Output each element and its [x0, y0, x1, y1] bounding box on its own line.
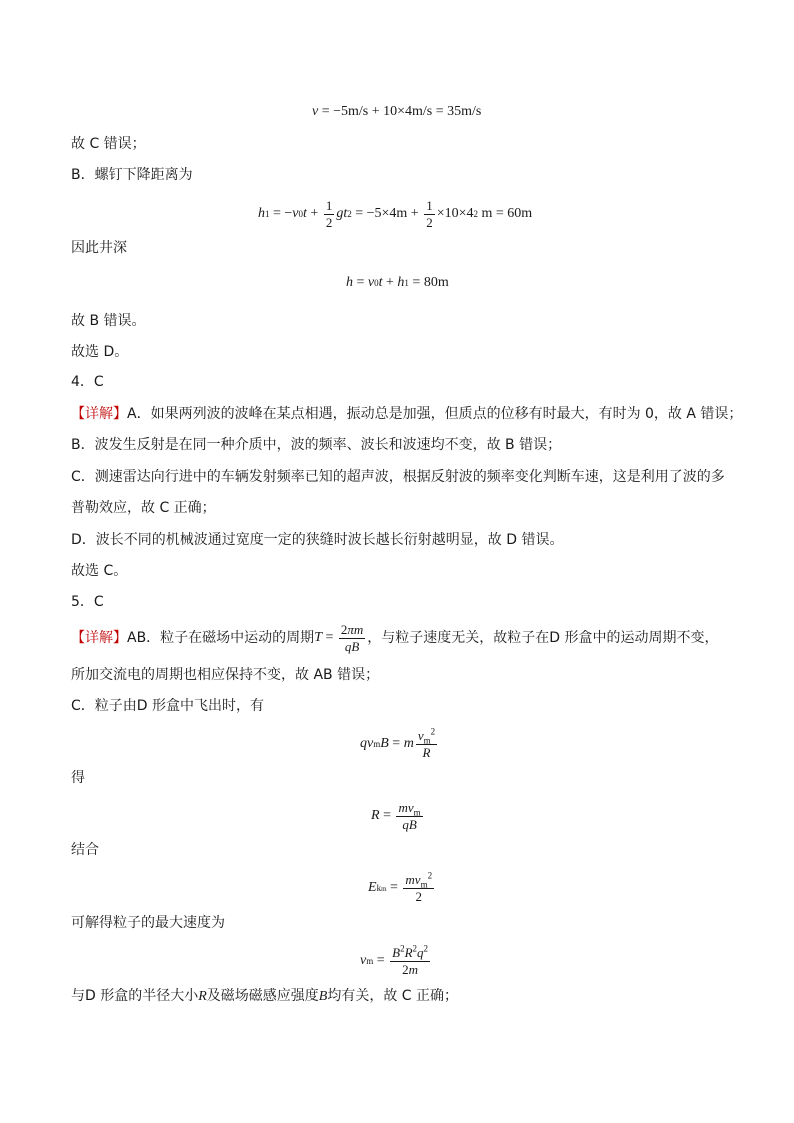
text-line: B．螺钉下降距离为 — [71, 167, 193, 183]
text-line: 故选 D。 — [71, 344, 129, 360]
text-line: D．波长不同的机械波通过宽度一定的狭缝时波长越长衍射越明显，故 D 错误。 — [71, 532, 564, 548]
equation-radius: R = $\frac{mv_m}{qB}$ — [371, 799, 421, 832]
symbol-b: B — [318, 989, 328, 1004]
text-line: 普勒效应，故 C 正确； — [71, 500, 216, 516]
text-line — [71, 620, 719, 656]
text-line: 故 B 错误。 — [71, 313, 146, 329]
question-answer: 4．C — [71, 374, 104, 390]
text-line: 所加交流电的周期也相应保持不变，故 AB 错误； — [71, 667, 380, 683]
text-line: B．波发生反射是在同一种介质中，波的频率、波长和波速均不变，故 B 错误； — [71, 437, 562, 453]
equation-kinetic-energy: E km = $\frac{mv_m^2}{2}$ — [368, 870, 433, 904]
equation-fall-distance: h 1 = − v 0 t + $\frac{1}{2}$ gt 2 = −5×4m + $\frac{1}{2}$ ×10×4 2 m = 60m — [258, 197, 533, 230]
text-segment: 均有关，故 C 正确； — [327, 988, 459, 1004]
text-line: 得 — [71, 770, 85, 786]
equation-period: T = $\frac{2\pi m}{qB}$ — [314, 621, 364, 654]
equation-well-depth: h = v 0 t + h 1 = 80m — [346, 275, 449, 290]
text-line — [71, 986, 458, 1007]
text-line: C．粒子由D 形盒中飞出时，有 — [71, 698, 265, 714]
detail-tag: 【详解】 — [71, 406, 127, 422]
equation-velocity: v = −5m/s + 10×4m/s = 35m/s — [312, 104, 482, 119]
symbol-r: R — [198, 989, 207, 1004]
equation-max-speed: v m = $\frac{B^2R^2q^2}{2m}$ — [360, 943, 429, 977]
text-line: C．测速雷达向行进中的车辆发射频率已知的超声波，根据反射波的频率变化判断车速，这是利用了波的多 — [71, 469, 725, 485]
text-line: 故 C 错误； — [71, 136, 146, 152]
text-segment: ，与粒子速度无关，故粒子在D 形盒中的运动周期不变， — [367, 630, 719, 646]
text-segment: A．如果两列波的波峰在某点相遇，振动总是加强，但质点的位移有时最大，有时为 0，故 A 错误； — [127, 406, 743, 422]
text-segment: AB．粒子在磁场中运动的周期 — [127, 630, 315, 646]
text-segment: 及磁场磁感应强度 — [206, 988, 319, 1004]
text-line: 结合 — [71, 842, 99, 858]
equation-lorentz: qv m B = m $\frac{v_m^2}{R}$ — [360, 726, 436, 760]
text-line: 故选 C。 — [71, 563, 128, 579]
text-line — [71, 404, 742, 424]
question-answer: 5．C — [71, 594, 104, 610]
text-segment: 与D 形盒的半径大小 — [71, 988, 199, 1004]
text-line: 因此井深 — [71, 240, 127, 256]
text-line: 可解得粒子的最大速度为 — [71, 915, 225, 931]
detail-tag: 【详解】 — [71, 630, 127, 646]
